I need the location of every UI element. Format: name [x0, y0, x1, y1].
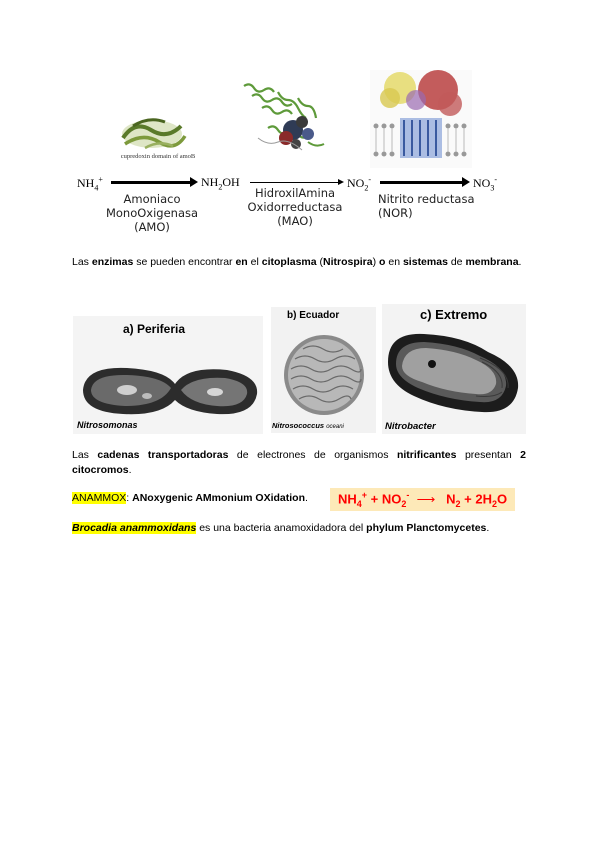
species-nh4: $NH_4^+$: [77, 175, 103, 193]
anammox-line: ANAMMOX: ANoxygenic AMmonium OXidation.: [72, 492, 308, 504]
paragraph-transport-chains: Las cadenas transportadoras de electrones de organismos nitrificantes presentan 2 citocromos.: [72, 449, 526, 476]
micrograph-label: a) Periferia: [123, 322, 186, 336]
micrograph-panel-c: [382, 304, 526, 434]
nitrosomonas-cell-image: [77, 360, 261, 420]
hao-protein-structure: [238, 78, 336, 158]
arrow-hao: [250, 182, 340, 183]
equation-arrow: ⟶: [416, 491, 436, 507]
paragraph-enzymes-location: Las enzimas se pueden encontrar en el citoplasma (Nitrospira) o en sistemas de membrana.: [72, 256, 522, 268]
nitrosococcus-cell-image: [277, 329, 371, 419]
anammox-term: ANAMMOX: [72, 492, 127, 504]
nor-protein-structure: [370, 70, 472, 168]
species-nh2oh: $NH_2OH$: [201, 175, 240, 192]
anammox-equation: $NH_4^+ + NO_2^-$ ⟶ $N_2 + 2H_2O$: [330, 488, 515, 511]
species-no3: $NO_3^-$: [473, 175, 498, 193]
micrograph-label: b) Ecuador: [287, 310, 340, 321]
micrograph-label: c) Extremo: [420, 307, 488, 322]
amo-protein-structure: [115, 112, 190, 154]
anammox-definition: ANoxygenic AMmonium OXidation: [132, 492, 305, 504]
enzyme-hao: HidroxilAmina Oxidorreductasa (MAO): [247, 186, 343, 228]
species-no2: $NO_2^-$: [347, 175, 372, 193]
brocadia-line: Brocadia anammoxidans es una bacteria anamoxidadora del phylum Planctomycetes.: [72, 522, 490, 534]
micrograph-species: Nitrobacter: [385, 421, 436, 432]
enzyme-nor: Nitrito reductasa (NOR): [378, 192, 475, 220]
micrograph-species: Nitrosomonas: [77, 420, 138, 430]
arrow-amo: [111, 181, 192, 184]
enzyme-amo: Amoniaco MonoOxigenasa (AMO): [105, 192, 199, 234]
micrograph-panel-a: [73, 316, 263, 434]
micrograph-panel-b: [271, 307, 376, 433]
micrograph-species: Nitrosococcus oceani: [272, 421, 344, 430]
arrow-nor: [380, 181, 464, 184]
nitrobacter-cell-image: [384, 326, 524, 418]
protein-caption: cupredoxin domain of amoB: [120, 153, 196, 160]
brocadia-name: Brocadia anammoxidans: [72, 522, 197, 534]
